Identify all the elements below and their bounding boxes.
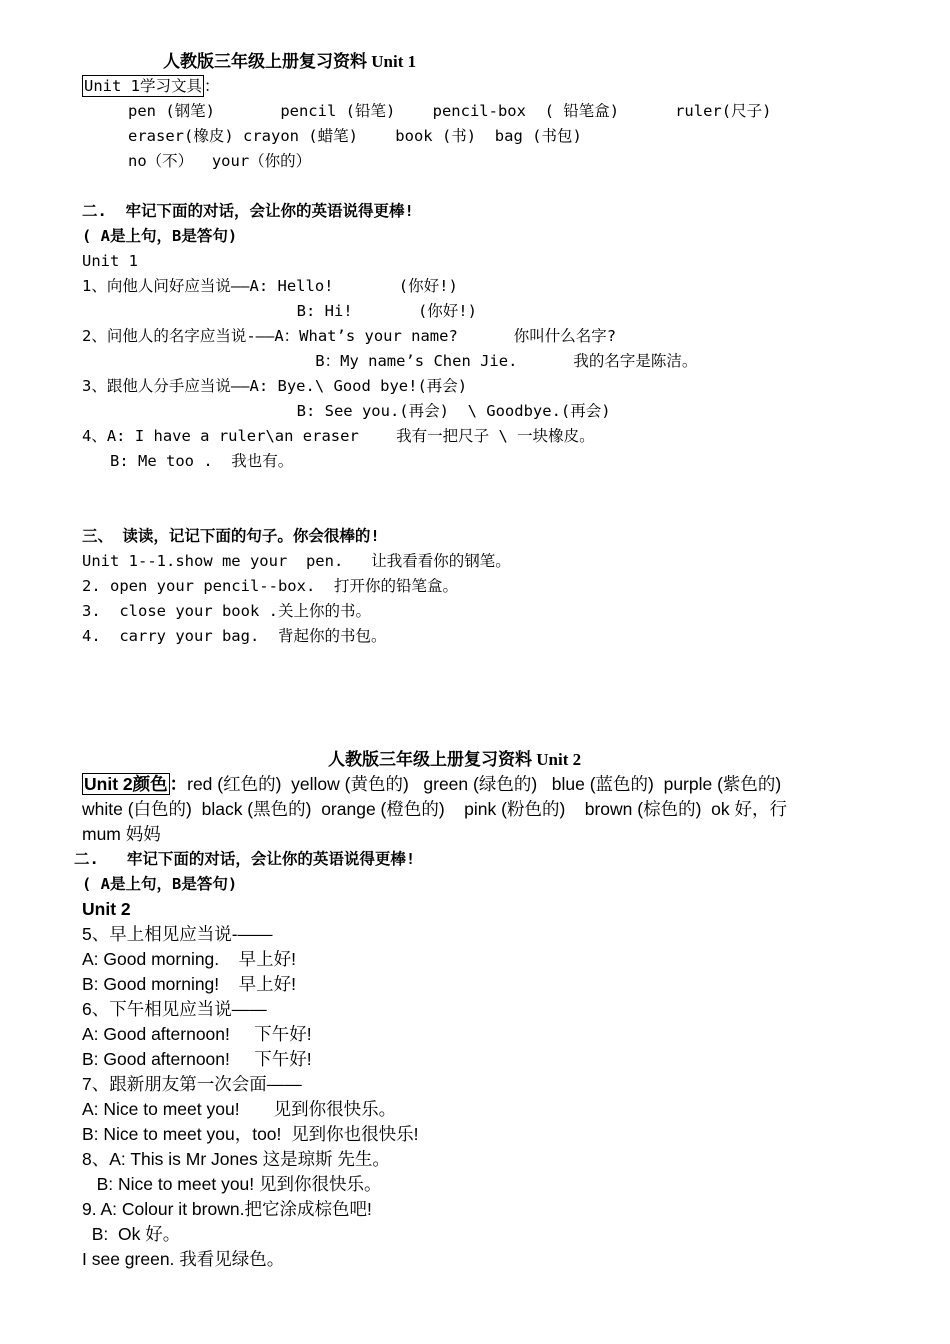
unit2-dialog-line: I see green. 我看见绿色。 (82, 1249, 285, 1269)
unit1-dialog-line: B: See you.(再会) \ Goodbye.(再会) (82, 402, 611, 420)
unit2-vocab-row-1 (82, 772, 781, 797)
unit1-dialog-line: 2、问他人的名字应当说-——A：What’s your name? 你叫什么名字? (82, 327, 617, 345)
unit2-dialog-line: 6、下午相见应当说—— (82, 999, 267, 1019)
unit1-dialog-line: 1、向他人问好应当说——A: Hello! (你好!) (82, 277, 458, 295)
unit2-dialog-line: B: Good afternoon! 下午好! (82, 1049, 312, 1069)
unit1-sentence: Unit 1--1.show me your pen. 让我看看你的钢笔。 (82, 552, 511, 570)
unit2-vocab-heading: Unit 2颜色 (84, 774, 168, 794)
unit1-section3-heading: 三、 读读，记记下面的句子。你会很棒的! (82, 527, 380, 545)
unit1-dialog-line: 4、A: I have a ruler\an eraser 我有一把尺子 \ 一块橡皮。 (82, 427, 595, 445)
unit2-dialog-line: B: Nice to meet you，too! 见到你也很快乐! (82, 1124, 419, 1144)
unit2-dialog-line: 5、早上相见应当说-—— (82, 924, 273, 944)
unit1-vocab-heading: Unit 1学习文具 (84, 77, 202, 95)
unit1-dialog-line: B：My name’s Chen Jie. 我的名字是陈洁。 (82, 352, 698, 370)
unit2-vocab-colon: ： (169, 774, 188, 794)
unit2-dialog-line: 8、A: This is Mr Jones 这是琼斯 先生。 (82, 1149, 390, 1169)
unit1-section2-note: ( A是上句，B是答句) (82, 227, 238, 245)
unit2-dialog-line: 9. A: Colour it brown.把它涂成棕色吧! (82, 1199, 372, 1219)
unit1-vocab-line: pen (钢笔) pencil (铅笔) pencil-box ( 铅笔盒) ruler(尺子) (128, 102, 772, 120)
unit1-vocab-colon: ： (204, 77, 220, 95)
unit2-vocab-line: red (红色的) yellow (黄色的) green (绿色的) blue (蓝色的) purple (紫色的) (187, 774, 782, 794)
unit1-sentence: 4. carry your bag. 背起你的书包。 (82, 627, 387, 645)
unit1-dialog-line: 3、跟他人分手应当说——A: Bye.\ Good bye!(再会) (82, 377, 468, 395)
unit1-sentence: 2. open your pencil--box. 打开你的铅笔盒。 (82, 577, 458, 595)
unit1-section2-heading: 二. 牢记下面的对话，会让你的英语说得更棒! (82, 202, 414, 220)
unit2-vocab-line: white (白色的) black (黑色的) orange (橙色的) pink (粉色的) brown (棕色的) ok 好，行 (82, 799, 787, 819)
unit2-dialog-line: A: Nice to meet you! 见到你很快乐。 (82, 1099, 397, 1119)
unit2-label: Unit 2 (82, 899, 131, 919)
unit1-vocab-line: no（不） your（你的） (128, 152, 312, 170)
unit2-dialog-line: B: Ok 好。 (82, 1224, 181, 1244)
unit1-vocab-line: eraser(橡皮) crayon (蜡笔) book (书) bag (书包) (128, 127, 582, 145)
unit1-dialog-line: B: Me too . 我也有。 (82, 452, 294, 470)
unit2-title: 人教版三年级上册复习资料 Unit 2 (328, 750, 582, 769)
unit2-section2-note: ( A是上句，B是答句) (82, 875, 238, 893)
unit1-title: 人教版三年级上册复习资料 Unit 1 (163, 52, 417, 71)
unit2-section2-heading: 二. 牢记下面的对话，会让你的英语说得更棒! (74, 850, 416, 868)
unit1-dialog-line: B: Hi! (你好!) (82, 302, 477, 320)
unit1-label: Unit 1 (82, 252, 138, 270)
unit2-vocab-line: mum 妈妈 (82, 824, 161, 844)
unit2-dialog-line: A: Good afternoon! 下午好! (82, 1024, 312, 1044)
unit2-dialog-line: A: Good morning. 早上好! (82, 949, 296, 969)
unit2-dialog-line: B: Good morning! 早上好! (82, 974, 296, 994)
unit2-dialog-line: B: Nice to meet you! 见到你很快乐。 (82, 1174, 382, 1194)
unit1-sentence: 3. close your book .关上你的书。 (82, 602, 371, 620)
unit2-dialog-line: 7、跟新朋友第一次会面—— (82, 1074, 302, 1094)
unit1-vocab-heading-line (82, 74, 220, 99)
